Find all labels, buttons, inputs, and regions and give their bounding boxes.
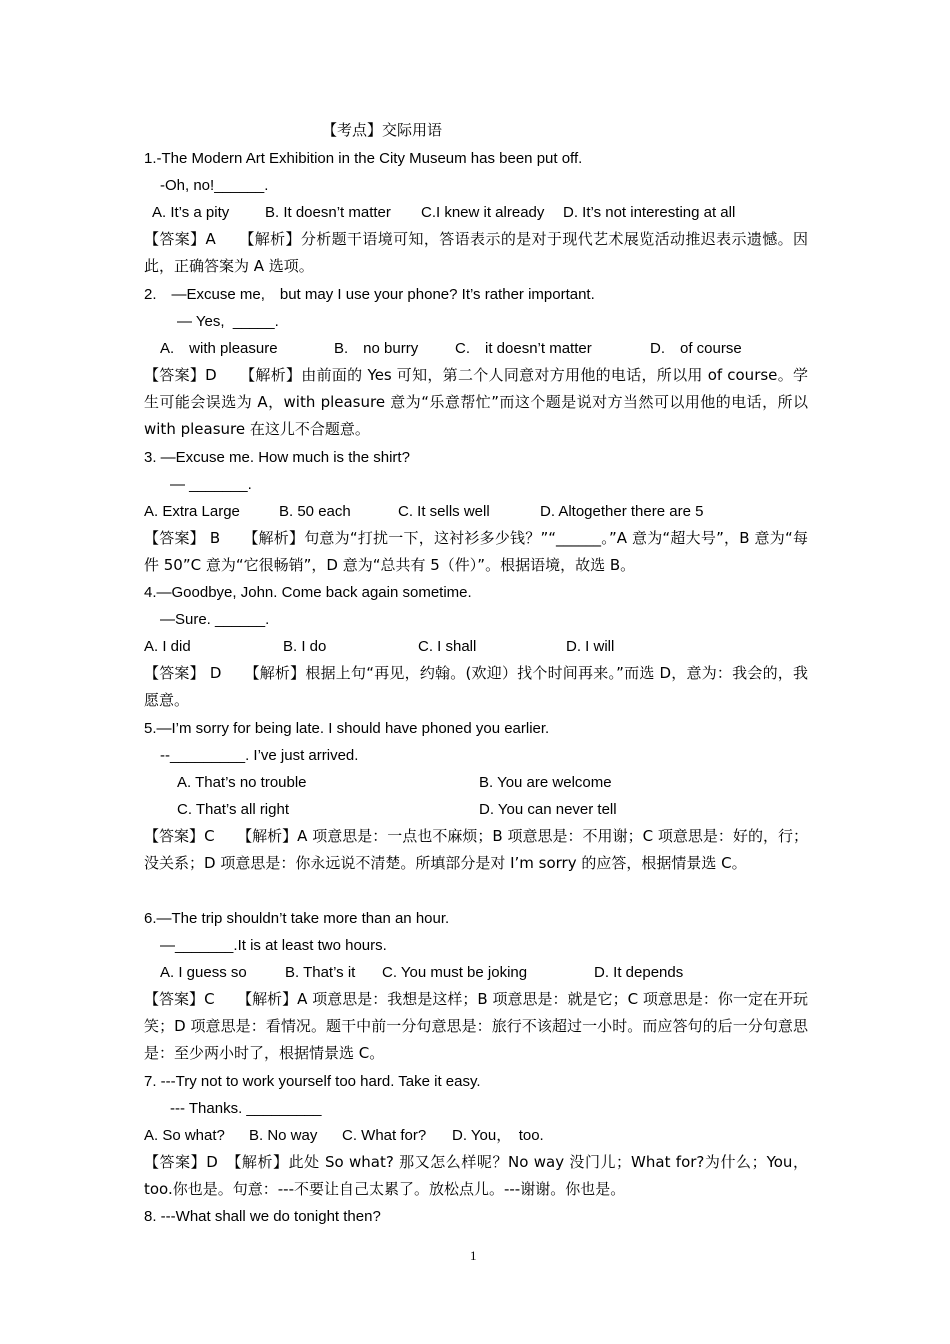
q2-option-c: C. it doesn’t matter — [455, 340, 592, 357]
q5-option-a: A. That’s no trouble — [177, 774, 307, 791]
q6-option-c: C. You must be joking — [382, 964, 528, 981]
section-title: 【考点】交际用语 — [322, 121, 443, 139]
q6-analysis: 【答案】C 【解析】A 项意思是：我想是这样；B 项意思是：就是它；C 项意思是：你一定在开玩笑；D 项意思是：看情况。题干中前一分句意思是：旅行不该超过一小时。而应答句的后一分句意思是：至少两小时了，根据情景选 C。 — [144, 990, 808, 1062]
q5-reply: --_________. I’ve just arrived. — [160, 747, 359, 764]
q4-option-c: C. I shall — [418, 638, 477, 655]
q1-option-a: A. It’s a pity — [152, 204, 230, 221]
q3-option-c: C. It sells well — [398, 503, 490, 520]
q4-option-d: D. I will — [566, 638, 615, 655]
q2-analysis: 【答案】D 【解析】由前面的 Yes 可知，第二个人同意对方用他的电话，所以用 of course。学生可能会误选为 A，with pleasure 意为“乐意帮忙”而这个题是说对方当然可以用他的电话，所以 with pleasure 在这儿不合题意。 — [144, 366, 808, 438]
q3-option-a: A. Extra Large — [144, 503, 240, 520]
q2-option-b: B. no burry — [334, 340, 419, 357]
q6-option-d: D. It depends — [594, 964, 684, 981]
q2-reply: — Yes, _____. — [177, 313, 279, 330]
q2-stem: 2. —Excuse me, but may I use your phone? It’s rather important. — [144, 286, 595, 303]
q5-option-d: D. You can never tell — [479, 801, 617, 818]
q5-option-b: B. You are welcome — [479, 774, 612, 791]
q4-reply: —Sure. ______. — [160, 611, 270, 628]
q7-option-d: D. You， too. — [452, 1127, 544, 1144]
q1-reply: -Oh, no!______. — [160, 177, 269, 194]
q2-option-d: D. of course — [650, 340, 742, 357]
q3-option-b: B. 50 each — [279, 503, 351, 520]
q6-stem: 6.—The trip shouldn’t take more than an hour. — [144, 910, 450, 927]
q5-analysis: 【答案】C 【解析】A 项意思是：一点也不麻烦；B 项意思是：不用谢；C 项意思是：好的，行；没关系；D 项意思是：你永远说不清楚。所填部分是对 I’m sorry 的应答，根据情景选 C。 — [144, 827, 808, 872]
q6-option-a: A. I guess so — [160, 964, 247, 981]
q1-option-c: C.I knew it already — [421, 204, 545, 221]
q3-analysis: 【答案】 B 【解析】句意为“打扰一下，这衬衫多少钱？”“______。”A 意为“超大号”，B 意为“每件 50”C 意为“它很畅销”，D 意为“总共有 5（件）”。根据语境，故选 B。 — [144, 529, 808, 574]
q7-stem: 7. ---Try not to work yourself too hard. Take it easy. — [144, 1073, 481, 1090]
q4-analysis: 【答案】 D 【解析】根据上句“再见，约翰。(欢迎）找个时间再来。”而选 D，意为：我会的，我愿意。 — [144, 664, 808, 709]
q7-option-c: C. What for? — [342, 1127, 427, 1144]
q1-stem: 1.-The Modern Art Exhibition in the City Museum has been put off. — [144, 150, 583, 167]
q1-option-b: B. It doesn’t matter — [265, 204, 391, 221]
q6-reply: —_______.It is at least two hours. — [160, 937, 387, 954]
page-number: 1 — [470, 1248, 477, 1263]
q7-analysis: 【答案】D 【解析】此处 So what? 那又怎么样呢？No way 没门儿；What for?为什么；You，too.你也是。句意：---不要让自己太累了。放松点儿。---谢谢。你也是。 — [144, 1153, 808, 1198]
q6-option-b: B. That’s it — [285, 964, 356, 981]
q4-stem: 4.—Goodbye, John. Come back again sometime. — [144, 584, 472, 601]
q4-option-a: A. I did — [144, 638, 191, 655]
q7-option-b: B. No way — [249, 1127, 318, 1144]
q7-option-a: A. So what? — [144, 1127, 225, 1144]
q7-reply: --- Thanks. _________ — [170, 1100, 322, 1117]
q4-option-b: B. I do — [283, 638, 327, 655]
q2-option-a: A. with pleasure — [160, 340, 278, 357]
q5-option-c: C. That’s all right — [177, 801, 289, 818]
q1-analysis: 【答案】A 【解析】分析题干语境可知，答语表示的是对于现代艺术展览活动推迟表示遗憾。因此，正确答案为 A 选项。 — [144, 230, 808, 275]
q1-option-d: D. It’s not interesting at all — [563, 204, 736, 221]
q3-stem: 3. —Excuse me. How much is the shirt? — [144, 449, 410, 466]
q3-reply: — _______. — [170, 476, 252, 493]
q8-stem: 8. ---What shall we do tonight then? — [144, 1208, 381, 1225]
q5-stem: 5.—I’m sorry for being late. I should have phoned you earlier. — [144, 720, 550, 737]
q3-option-d: D. Altogether there are 5 — [540, 503, 704, 520]
